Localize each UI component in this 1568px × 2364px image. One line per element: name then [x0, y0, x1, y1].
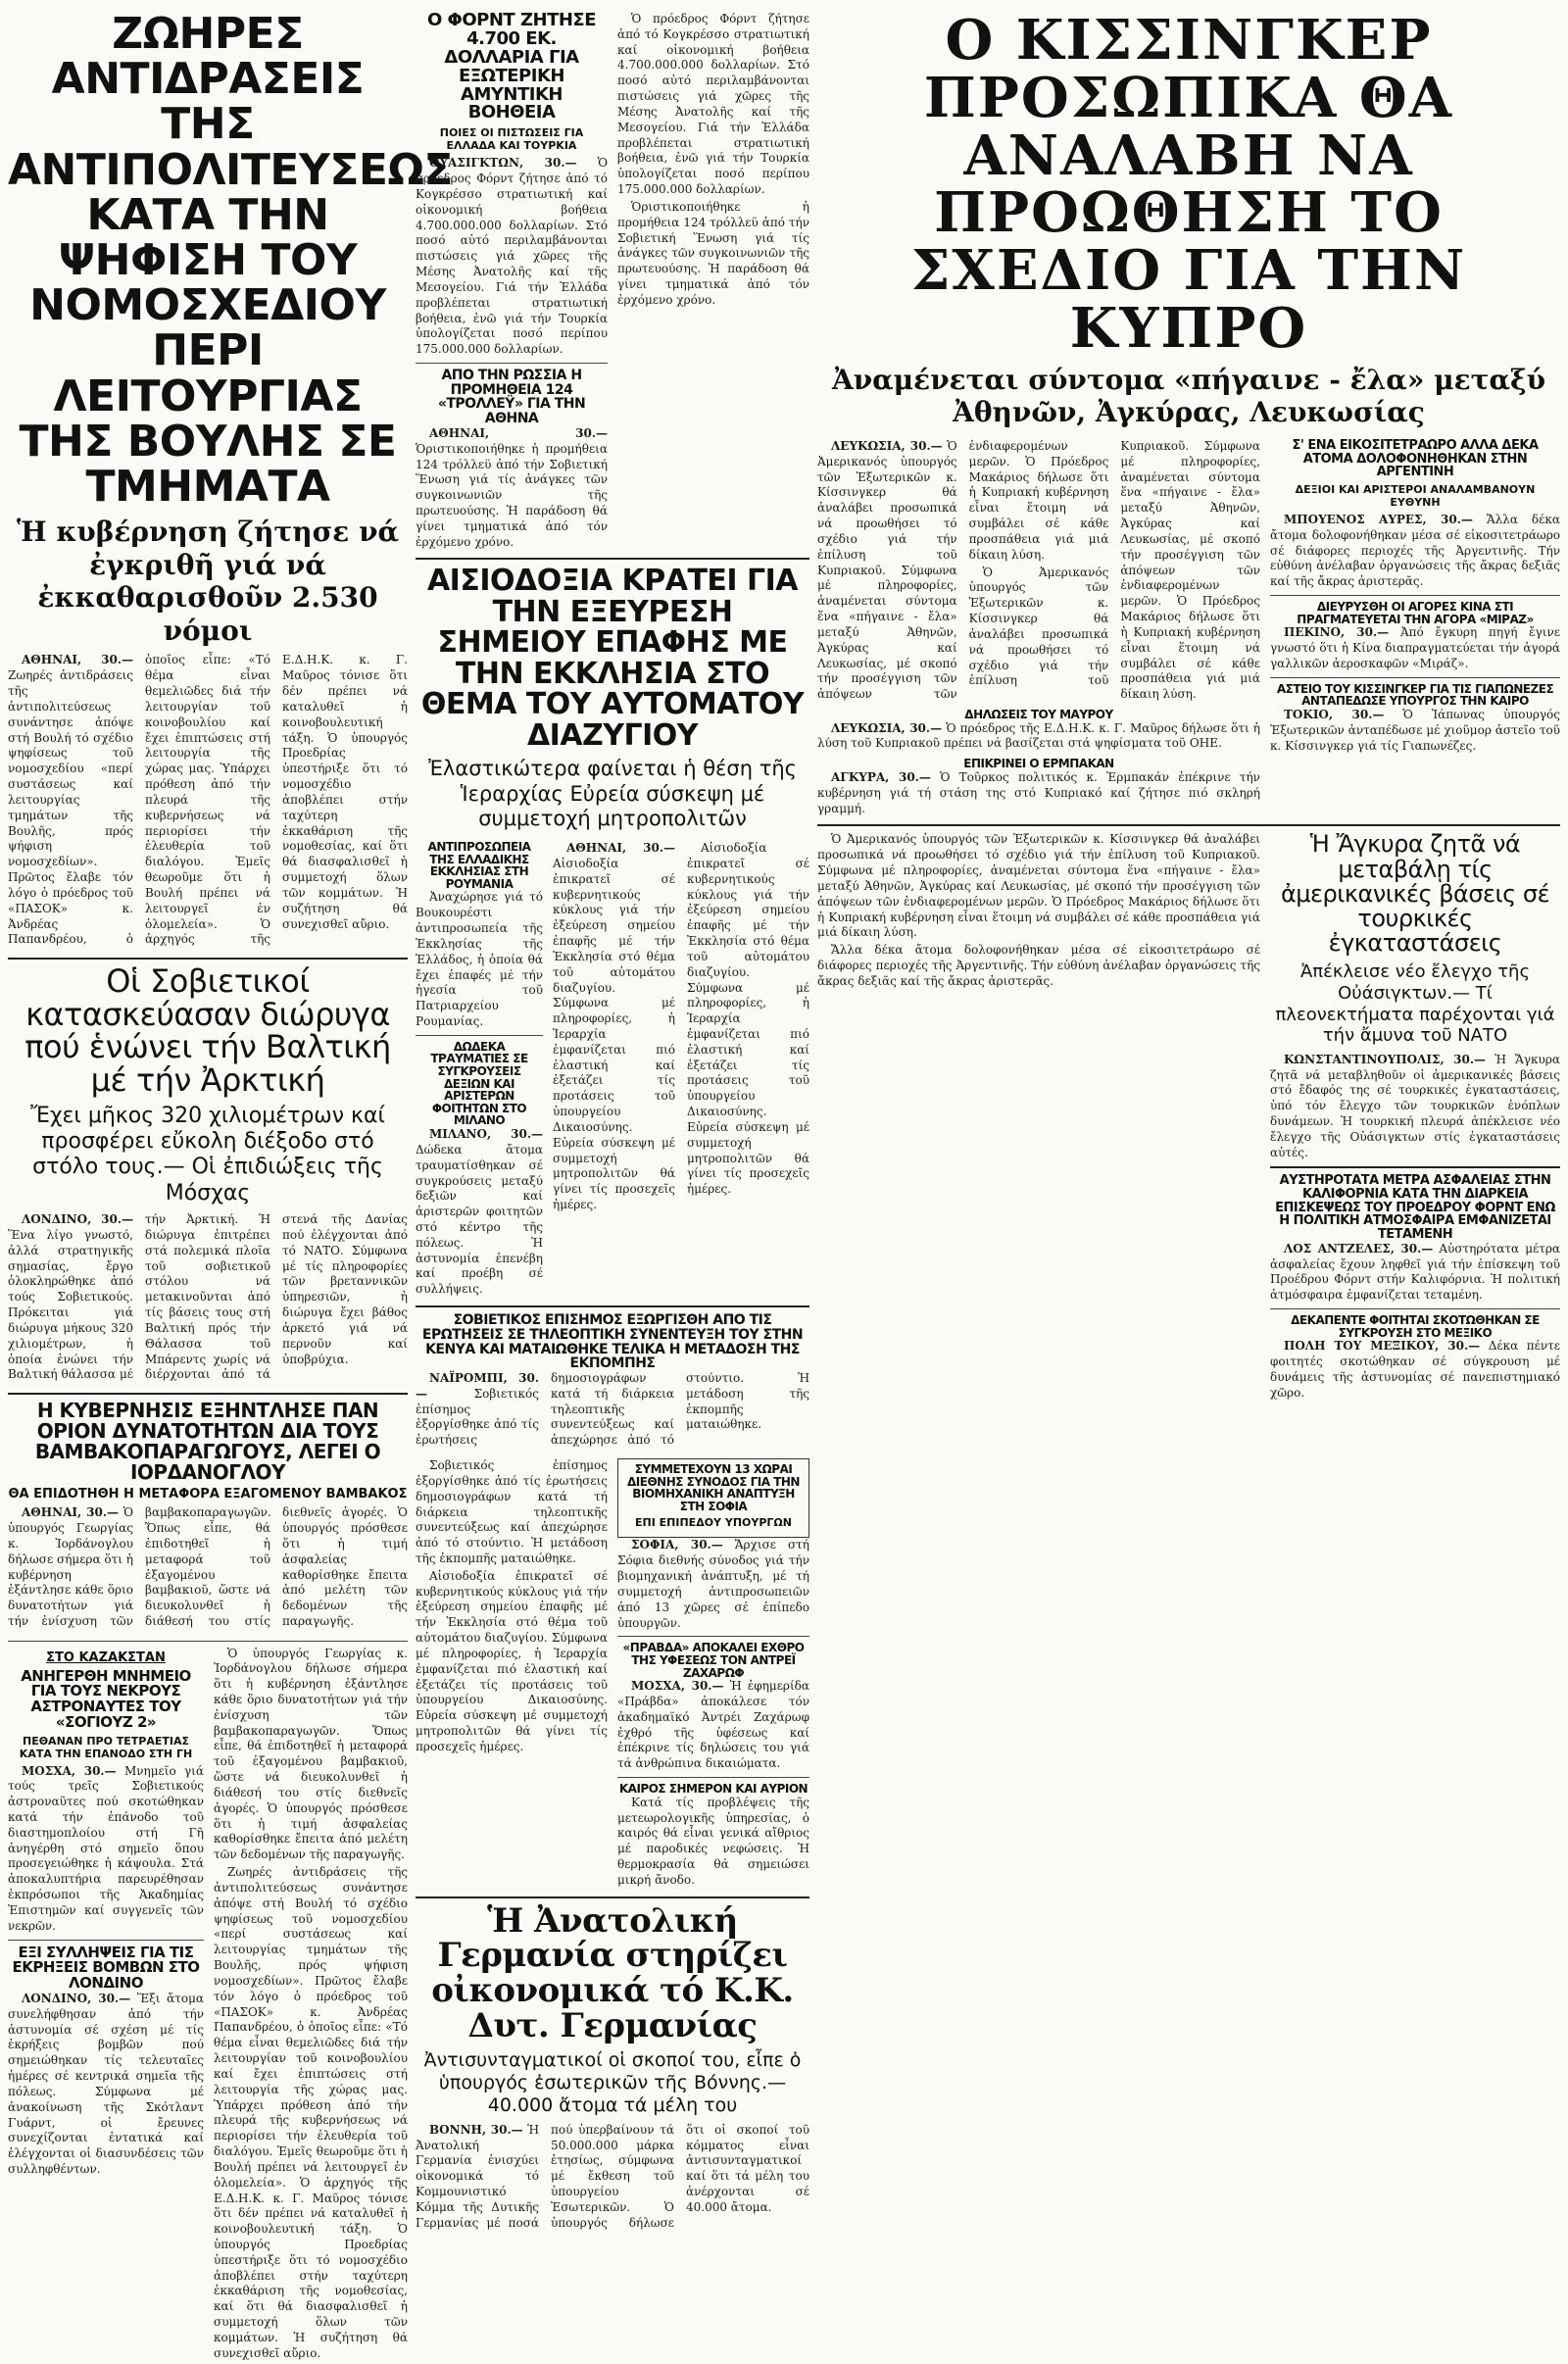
church-deck: Ἐλαστικώτερα φαίνεται ἡ θέση τῆς Ἱεραρχίας Εὐρεία σύσκεψη μέ συμμετοχή μητροπολιτῶν: [428, 757, 797, 830]
left-column: [8, 9, 453, 2360]
gdr-headline: Ἡ Ἀνατολική Γερμανία στηρίζει οἰκονομικά τό Κ.Κ. Δυτ. Γερμανίας: [431, 1900, 794, 2045]
lead-dateline: ΑΘΗΝΑΙ, 30.—: [22, 653, 133, 667]
kenya-text-continued: Σοβιετικός ἐπίσημος ἐξοργίσθηκε ἀπό τίς ἐρωτήσεις δημοσιογράφων κατά τή διάρκεια τηλεοπτικῆς συνεντεύξεως καί ἀπεχώρησε ἀπό τό στούντιο. Ἡ μετάδοση τῆς ἐκπομπῆς ματαιώθηκε.: [416, 1458, 608, 1565]
center-mid-row: [416, 841, 809, 1300]
divider: [817, 824, 1560, 826]
sofia-headline: ΣΥΜΜΕΤΕΧΟΥΝ 13 ΧΩΡΑΙ ΔΙΕΘΝΗΣ ΣΥΝΟΔΟΣ ΓΙΑ ΤΗΝ ΒΙΟΜΗΧΑΝΙΚΗ ΑΝΑΠΤΥΞΗ ΣΤΗ ΣΟΦΙΑ: [627, 1462, 800, 1513]
divider: [416, 363, 608, 364]
sofia-text: Ἄρχισε στή Σόφια διεθνής σύνοδος γιά τήν βιομηχανική ἀνάπτυξη, μέ τή συμμετοχή ἀντιπροσωπειῶν ἀπό 13 χῶρες σέ ἐπίπεδο ὑπουργῶν.: [617, 1538, 809, 1630]
cotton-continued: [214, 1647, 408, 2364]
center-lower-left: [416, 1458, 608, 1891]
china-body: [1270, 625, 1560, 671]
bombs-headline: ΕΞΙ ΣΥΛΛΗΨΕΙΣ ΓΙΑ ΤΙΣ ΕΚΡΗΞΕΙΣ ΒΟΜΒΩΝ ΣΤΟ ΛΟΝΔΙΝΟ: [12, 1943, 200, 1993]
kissinger-columns: [817, 439, 1260, 818]
soviet-dateline: ΛΟΝΔΙΝΟ, 30.—: [22, 1212, 133, 1227]
aid-text: Ὁ πρόεδρος Φόρντ ζήτησε ἀπό τό Κογκρέσσο στρατιωτική καί οἰκονομική βοήθεια 4.700.000.000 δολλαρίων. Στό ποσό αὐτό περιλαμβάνονται πιστώσεις γιά χῶρες τῆς Μέσης Ἀνατολῆς καί τῆς Μεσογείου. Γιά τήν Ἑλλάδα προβλέπεται στρατιωτική βοήθεια, ἐνῶ γιά τήν Τουρκία ὑπολογίζεται ποσό περίπου 175.000.000 δολλαρίων.: [416, 156, 608, 357]
argentina-subhead: ΔΕΞΙΟΙ ΚΑΙ ΑΡΙΣΤΕΡΟΙ ΑΝΑΛΑΜΒΑΝΟΥΝ ΕΥΘΥΝΗ: [1295, 482, 1536, 509]
right-top-row: [817, 439, 1560, 818]
left-bottom-row: [8, 1647, 408, 2364]
divider: [617, 1636, 809, 1637]
soviet-headline: Οἱ Σοβιετικοί κατασκεύασαν διώρυγα πού ἑνώνει τήν Βαλτική μέ τήν Ἀρκτική: [24, 962, 391, 1099]
milan-text: Δώδεκα ἄτομα τραυματίσθηκαν σέ συγκρούσεις μεταξύ δεξιῶν καί ἀριστερῶν φοιτητῶν στό κέντρο τῆς πόλεως. Ἡ ἀστυνομία ἐπενέβη καί προέβη σέ συλλήψεις.: [416, 1142, 543, 1297]
sofia-box: [617, 1458, 809, 1538]
soviet-story: [8, 962, 408, 1383]
bombs-body: [8, 1992, 204, 2178]
argentina-text-continued: Ἄλλα δέκα ἄτομα δολοφονήθηκαν μέσα σέ εἰκοσιτετράωρο σέ διάφορες περιοχές τῆς Ἀργεντινῆς. Τήν εὐθύνη ἀνέλαβαν ὀργανώσεις τῆς ἄκρας δεξιᾶς καί τῆς ἄκρας ἀριστερᾶς.: [817, 943, 1260, 988]
soviet-deck: Ἔχει μῆκος 320 χιλιομέτρων καί προσφέρει εὔκολη διέξοδο στό στόλο τους.— Οἱ ἐπιδιώξεις τῆς Μόσχας: [30, 1103, 385, 1206]
ankara-dateline: ΚΩΝΣΤΑΝΤΙΝΟΥΠΟΛΙΣ, 30.—: [1284, 1052, 1486, 1066]
pravda-dateline: ΜΟΣΧΑ, 30.—: [631, 1679, 724, 1694]
gdr-text: Ἡ Ἀνατολική Γερμανία ἐνισχύει οἰκονομικά τό Κομμουνιστικό Κόμμα τῆς Δυτικῆς Γερμανίας μέ ποσά πού ὑπερβαίνουν τά 50.000.000 μάρκα ἐτησίως, σύμφωνα μέ ἔκθεση τοῦ ὑπουργείου Ἐσωτερικῶν. Ὁ ὑπουργός δήλωσε ὅτι οἱ σκοποί τοῦ κόμματος εἶναι ἀντισυνταγματικοί καί ὅτι τά μέλη του ἀνέρχονται σέ 40.000 ἄτομα.: [416, 2122, 809, 2230]
argentina-dateline: ΜΠΟΥΕΝΟΣ ΑΥΡΕΣ, 30.—: [1284, 512, 1473, 526]
mexico-dateline: ΠΟΛΗ ΤΟΥ ΜΕΞΙΚΟΥ, 30.—: [1284, 1339, 1481, 1354]
divider: [8, 1641, 408, 1642]
california-body: [1270, 1242, 1560, 1304]
ankara-text: Ἡ Ἄγκυρα ζητᾶ νά μεταβληθοῦν οἱ ἀμερικανικές βάσεις στό ἔδαφός της σέ τουρκικές ἐγκαταστάσεις, ὑπό τόν ἔλεγχο τῶν τουρκικῶν ἐνόπλων δυνάμεων. Ἡ τουρκική πλευρά ἀπέκλεισε νέο ἔλεγχο τῆς Οὐάσιγκτων στίς ἐγκαταστάσεις αὐτές.: [1270, 1052, 1560, 1159]
divider: [1270, 1308, 1560, 1309]
mexico-text: Δέκα πέντε φοιτητές σκοτώθηκαν σέ σύγκρουση μέ δυνάμεις τῆς ἀστυνομίας σέ πανεπιστημιακό χῶρο.: [1270, 1339, 1560, 1400]
divider: [8, 1393, 408, 1395]
church-text: Αἰσιοδοξία ἐπικρατεῖ σέ κυβερνητικούς κύκλους γιά τήν ἐξεύρεση σημείου ἐπαφῆς μέ τήν Ἐκκλησία στό θέμα τοῦ αὐτομάτου διαζυγίου. Σύμφωνα μέ πληροφορίες, ἡ Ἱεραρχία ἐμφανίζεται πιό ἐλαστική καί ἐξετάζει τίς προτάσεις τοῦ ὑπουργείου Δικαιοσύνης. Εὐρεία σύσκεψη μέ συμμετοχή μητροπολιτῶν θά γίνει τίς προσεχεῖς ἡμέρες.: [553, 856, 675, 1212]
divider: [8, 1940, 204, 1941]
milan-body: [416, 1127, 543, 1298]
russia-text-continued: Ὁριστικοποιήθηκε ἡ προμήθεια 124 τρόλλεϋ ἀπό τήν Σοβιετική Ἕνωση γιά τίς ἀνάγκες τῶν συγκοινωνιῶν τῆς πρωτευούσης. Ἡ παράδοση θά γίνει τμηματικά ἀπό τόν ἐρχόμενο χρόνο.: [617, 199, 809, 307]
weather-body: [617, 1796, 809, 1889]
aid-body: [416, 156, 608, 358]
divider: [1270, 1166, 1560, 1168]
ermakan-headline: ΕΠΙΚΡΙΝΕΙ Ο ΕΡΜΠΑΚΑΝ: [963, 757, 1114, 771]
china-headline: ΔΙΕΥΡΥΣΘΗ ΟΙ ΑΓΟΡΕΣ ΚΙΝΑ ΣΤΙ ΠΡΑΓΜΑΤΕΥΕΤΑΙ ΤΗΝ ΑΓΟΡΑ «ΜΙΡΑΖ»: [1297, 600, 1534, 626]
ankara-story: [1270, 832, 1560, 1403]
kazakh-subhead: ΠΕΘΑΝΑΝ ΠΡΟ ΤΕΤΡΑΕΤΙΑΣ ΚΑΤΑ ΤΗΝ ΕΠΑΝΟΔΟ ΣΤΗ ΓΗ: [19, 1734, 193, 1760]
ankara-body: [1270, 1053, 1560, 1161]
russia-headline: ΑΠΟ ΤΗΝ ΡΩΣΣΙΑ Η ΠΡΟΜΗΘΕΙΑ 124 «ΤΡΟΛΛΕΫ» ΓΙΑ ΤΗΝ ΑΘΗΝΑ: [437, 368, 586, 427]
aid-text-continued: Ὁ πρόεδρος Φόρντ ζήτησε ἀπό τό Κογκρέσσο στρατιωτική καί οἰκονομική βοήθεια 4.700.000.000 δολλαρίων. Στό ποσό αὐτό περιλαμβάνονται πιστώσεις γιά χῶρες τῆς Μέσης Ἀνατολῆς καί τῆς Μεσογείου. Γιά τήν Ἑλλάδα προβλέπεται στρατιωτική βοήθεια, ἐνῶ γιά τήν Τουρκία ὑπολογίζεται ποσό περίπου 175.000.000 δολλαρίων.: [617, 12, 809, 197]
divider: [416, 1896, 809, 1898]
mavros-text: Ὁ πρόεδρος τῆς Ε.Δ.Η.Κ. κ. Γ. Μαῦρος δήλωσε ὅτι ἡ λύση τοῦ Κυπριακοῦ πρέπει νά βασίζεται στά ψηφίσματα τοῦ ΟΗΕ.: [817, 720, 1260, 751]
cotton-text: Ὁ ὑπουργός Γεωργίας κ. Ἰορδάνογλου δήλωσε σήμερα ὅτι ἡ κυβέρνηση ἐξάντλησε κάθε ὅριο δυνατοτήτων γιά τήν ἐνίσχυση τῶν βαμβακοπαραγωγῶν. Ὅπως εἶπε, θά ἐπιδοτηθεῖ ἡ μεταφορά τοῦ ἐξαγομένου βαμβακιοῦ, ὥστε νά διευκολυνθεῖ ἡ διάθεσή του στίς διεθνεῖς ἀγορές. Ὁ ὑπουργός πρόσθεσε ὅτι ἡ τιμή ἀσφαλείας καθορίσθηκε ἔπειτα ἀπό μελέτη τῶν δεδομένων τῆς παραγωγῆς.: [8, 1505, 408, 1629]
kissinger-headline: Ο ΚΙΣΣΙΝΓΚΕΡ ΠΡΟΣΩΠΙΚΑ ΘΑ ΑΝΑΛΑΒΗ ΝΑ ΠΡΟΩΘΗΣΗ ΤΟ ΣΧΕΔΙΟ ΓΙΑ ΤΗΝ ΚΥΠΡΟ: [910, 8, 1467, 361]
romania-headline: ΑΝΤΙΠΡΟΣΩΠΕΙΑ ΤΗΣ ΕΛΛΑΔΙΚΗΣ ΕΚΚΛΗΣΙΑΣ ΣΤΗ ΡΟΥΜΑΝΙΑ: [427, 840, 531, 891]
cotton-text-continued: Ὁ ὑπουργός Γεωργίας κ. Ἰορδάνογλου δήλωσε σήμερα ὅτι ἡ κυβέρνηση ἐξάντλησε κάθε ὅριο δυνατοτήτων γιά τήν ἐνίσχυση τῶν βαμβακοπαραγωγῶν. Ὅπως εἶπε, θά ἐπιδοτηθεῖ ἡ μεταφορά τοῦ ἐξαγομένου βαμβακιοῦ, ὥστε νά διευκολυνθεῖ ἡ διάθεσή του στίς διεθνεῖς ἀγορές. Ὁ ὑπουργός πρόσθεσε ὅτι ἡ τιμή ἀσφαλείας καθορίσθηκε ἔπειτα ἀπό μελέτη τῶν δεδομένων τῆς παραγωγῆς.: [214, 1646, 408, 1862]
bombs-text: Ἕξι ἄτομα συνελήφθησαν ἀπό τήν ἀστυνομία σέ σχέση μέ τίς ἐκρήξεις βομβῶν πού σημειώθηκαν τίς τελευταῖες ἡμέρες σέ κεντρικά σημεῖα τῆς πόλεως. Σύμφωνα μέ ἀνακοίνωση τῆς Σκότλαντ Γυάρντ, οἱ ἔρευνες συνεχίζονται ἐντατικά καί ἐλέγχονται οἱ διασυνδέσεις τῶν συλληφθέντων.: [8, 1991, 204, 2176]
kazakh-dateline: ΜΟΣΧΑ, 30.—: [22, 1763, 117, 1778]
aid-headline: Ο ΦΟΡΝΤ ΖΗΤΗΣΕ 4.700 ΕΚ. ΔΟΛΛΑΡΙΑ ΓΙΑ ΕΞΩΤΕΡΙΚΗ ΑΜΥΝΤΙΚΗ ΒΟΗΘΕΙΑ: [426, 10, 597, 123]
china-text: Ἀπό ἔγκυρη πηγή ἔγινε γνωστό ὅτι ἡ Κίνα διαπραγματεύεται τήν ἀγορά γαλλικῶν ἀεροσκαφῶν «Μιράζ».: [1270, 625, 1560, 670]
mavros-body: [817, 721, 1260, 753]
kenya-headline: ΣΟΒΙΕΤΙΚΟΣ ΕΠΙΣΗΜΟΣ ΕΞΩΡΓΙΣΘΗ ΑΠΟ ΤΙΣ ΕΡΩΤΗΣΕΙΣ ΣΕ ΤΗΛΕΟΠΤΙΚΗ ΣΥΝΕΝΤΕΥΞΗ ΤΟΥ ΣΤΗΝ ΚΕΝΥΑ ΚΑΙ ΜΑΤΑΙΩΘΗΚΕ ΤΕΛΙΚΑ Η ΜΕΤΑΔΟΣΗ ΤΗΣ ΕΚΠΟΜΠΗΣ: [421, 1312, 804, 1372]
right-column: [817, 8, 1560, 2276]
ankara-headline: Ἡ Ἄγκυρα ζητᾶ νά μεταβάλῃ τίς ἀμερικανικές βάσεις σέ τουρκικές ἐγκαταστάσεις: [1280, 830, 1550, 958]
center-briefs: [416, 841, 543, 1300]
kenya-continued: [416, 1458, 608, 1567]
church-text-continued-2: Αἰσιοδοξία ἐπικρατεῖ σέ κυβερνητικούς κύκλους γιά τήν ἐξεύρεση σημείου ἐπαφῆς μέ τήν Ἐκκλησία στό θέμα τοῦ αὐτομάτου διαζυγίου. Σύμφωνα μέ πληροφορίες, ἡ Ἱεραρχία ἐμφανίζεται πιό ἐλαστική καί ἐξετάζει τίς προτάσεις τοῦ ὑπουργείου Δικαιοσύνης. Εὐρεία σύσκεψη μέ συμμετοχή μητροπολιτῶν θά γίνει τίς προσεχεῖς ἡμέρες.: [416, 1568, 608, 1753]
right-briefs: [1270, 439, 1560, 818]
divider: [416, 1305, 809, 1307]
sofia-subhead: ΕΠΙ ΕΠΙΠΕΔΟΥ ΥΠΟΥΡΓΩΝ: [635, 1516, 792, 1530]
divider: [1270, 595, 1560, 596]
kissinger-text-continued: Ὁ Ἀμερικανός ὑπουργός τῶν Ἐξωτερικῶν κ. Κίσσινγκερ θά ἀναλάβει προσωπικά νά προωθήσει τό σχέδιο γιά τήν ἐπίλυση τοῦ Κυπριακοῦ. Σύμφωνα μέ πληροφορίες, ἀναμένεται σύντομα ἕνα «πήγαινε - ἔλα» μεταξύ Ἀθηνῶν, Ἀγκύρας καί Λευκωσίας, μέ σκοπό τήν προσέγγιση τῶν ἀπόψεων τῶν ἐνδιαφερομένων μερῶν. Ὁ Πρόεδρος Μακάριος δήλωσε ὅτι ἡ Κυπριακή κυβέρνηση εἶναι ἕτοιμη νά συμβάλει σέ κάθε προσπάθεια γιά μιά δίκαιη λύση.: [968, 438, 1260, 702]
russia-dateline: ΑΘΗΝΑΙ, 30.—: [429, 425, 608, 440]
romania-text: Ἀναχώρησε γιά τό Βουκουρέστι ἀντιπροσωπεία τῆς Ἐκκλησίας τῆς Ἑλλάδος, ἡ ὁποία θά ἔχει ἐπαφές μέ τήν ἡγεσία τοῦ Πατριαρχείου Ρουμανίας.: [416, 890, 543, 1029]
right-lower-row: [817, 832, 1560, 1403]
china-dateline: ΠΕΚΙΝΟ, 30.—: [1284, 625, 1390, 640]
kissinger-deck: Ἀναμένεται σύντομα «πήγαινε - ἔλα» μεταξύ Ἀθηνῶν, Ἀγκύρας, Λευκωσίας: [831, 363, 1545, 429]
kazakh-story: [8, 1647, 204, 2364]
pravda-headline: «ΠΡΑΒΔΑ» ΑΠΟΚΑΛΕΙ ΕΧΘΡΟ ΤΗΣ ΥΦΕΣΕΩΣ ΤΟΝ ΑΝΤΡΕΪ ΖΑΧΑΡΩΦ: [622, 1641, 805, 1680]
church-headline: ΑΙΣΙΟΔΟΞΙΑ ΚΡΑΤΕΙ ΓΙΑ ΤΗΝ ΕΞΕΥΡΕΣΗ ΣΗΜΕΙΟΥ ΕΠΑΦΗΣ ΜΕ ΤΗΝ ΕΚΚΛΗΣΙΑ ΣΤΟ ΘΕΜΑ ΤΟΥ ΑΥΤΟΜΑΤΟΥ ΔΙΑΖΥΓΙΟΥ: [420, 564, 805, 753]
kissinger-story: [817, 8, 1560, 429]
center-column: [416, 12, 809, 2276]
divider: [1270, 677, 1560, 678]
soviet-body: [8, 1212, 408, 1383]
church-continued: [416, 1569, 608, 1755]
weather-headline: ΚΑΙΡΟΣ ΣΗΜΕΡΟΝ ΚΑΙ ΑΥΡΙΟΝ: [618, 1782, 808, 1797]
california-headline: ΑΥΣΤΗΡΟΤΑΤΑ ΜΕΤΡΑ ΑΣΦΑΛΕΙΑΣ ΣΤΗΝ ΚΑΛΙΦΟΡΝΙΑ ΚΑΤΑ ΤΗΝ ΔΙΑΡΚΕΙΑ ΕΠΙΣΚΕΨΕΩΣ ΤΟΥ ΠΡΟΕΔΡΟΥ ΦΟΡΝΤ ΕΝΩ Η ΠΟΛΙΤΙΚΗ ΑΤΜΟΣΦΑΙΡΑ ΕΜΦΑΝΙΖΕΤΑΙ ΤΕΤΑΜΕΝΗ: [1275, 1173, 1555, 1243]
kenya-body: [416, 1371, 809, 1449]
gdr-body: [416, 2123, 809, 2232]
church-dateline: ΑΘΗΝΑΙ, 30.—: [566, 841, 675, 856]
romania-body: [416, 890, 543, 1029]
gdr-story: [416, 1900, 809, 2232]
gdr-deck: Ἀντισυνταγματικοί οἱ σκοποί του, εἶπε ὁ ὑπουργός ἐσωτερικῶν τῆς Βόννης.— 40.000 ἄτομα τά μέλη του: [423, 2049, 802, 2117]
ermakan-body: [817, 770, 1260, 816]
center-lower-right: [617, 1458, 809, 1891]
divider: [416, 558, 809, 560]
russia-body: [416, 426, 608, 551]
sofia-body: [617, 1538, 809, 1631]
kenya-story: [416, 1313, 809, 1449]
sofia-dateline: ΣΟΦΙΑ, 30.—: [631, 1538, 723, 1552]
kenya-dateline: ΝΑΪΡΟΜΠΙ, 30.—: [416, 1370, 539, 1401]
aid-subhead: ΠΟΙΕΣ ΟΙ ΠΙΣΤΩΣΕΙΣ ΓΙΑ ΕΛΛΑΔΑ ΚΑΙ ΤΟΥΡΚΙΑ: [439, 126, 584, 153]
cotton-subhead: ΘΑ ΕΠΙΔΟΤΗΘΗ Η ΜΕΤΑΦΟΡΑ ΕΞΑΓΟΜΕΝΟΥ ΒΑΜΒΑΚΟΣ: [8, 1487, 408, 1502]
divider: [8, 958, 408, 960]
cotton-dateline: ΑΘΗΝΑΙ, 30.—: [22, 1505, 120, 1520]
divider: [416, 1035, 543, 1036]
center-lower-row: [416, 1458, 809, 1891]
lead-deck: Ἡ κυβέρνηση ζήτησε νά ἐγκριθῆ γιά νά ἐκκαθαρισθοῦν 2.530 νόμοι: [16, 516, 400, 647]
lead-headline: ΖΩΗΡΕΣ ΑΝΤΙΔΡΑΣΕΙΣ ΤΗΣ ΑΝΤΙΠΟΛΙΤΕΥΣΕΩΣ ΚΑΤΑ ΤΗΝ ΨΗΦΙΣΗ ΤΟΥ ΝΟΜΟΣΧΕΔΙΟΥ ΠΕΡΙ ΛΕΙΤΟΥΡΓΙΑΣ ΤΗΣ ΒΟΥΛΗΣ ΣΕ ΤΜΗΜΑΤΑ: [8, 9, 453, 512]
center-top-row: [416, 12, 809, 552]
ermakan-dateline: ΑΓΚΥΡΑ, 30.—: [831, 769, 931, 784]
california-dateline: ΛΟΣ ΑΝΤΖΕΛΕΣ, 30.—: [1284, 1241, 1434, 1256]
pravda-text: Ἡ ἐφημερίδα «Πράβδα» ἀποκάλεσε τόν ἀκαδημαϊκό Ἀντρέι Ζαχάρωφ ἐχθρό τῆς ὑφέσεως καί ἐπέκρινε τίς δηλώσεις του γιά τά ἀνθρώπινα δικαιώματα.: [617, 1679, 810, 1771]
japan-text: Ὁ Ἰάπωνας ὑπουργός Ἐξωτερικῶν ἀνταπέδωσε μέ χιοῦμορ ἀστεῖο τοῦ κ. Κίσσινγκερ γιά τίς Γιαπωνέζες.: [1270, 707, 1560, 753]
cotton-story: [8, 1401, 408, 1630]
mexico-headline: ΔΕΚΑΠΕΝΤΕ ΦΟΙΤΗΤΑΙ ΣΚΟΤΩΘΗΚΑΝ ΣΕ ΣΥΓΚΡΟΥΣΗ ΣΤΟ ΜΕΞΙΚΟ: [1291, 1313, 1540, 1340]
california-text: Αὐστηρότατα μέτρα ἀσφαλείας ἔχουν ληφθεῖ γιά τήν ἐπίσκεψη τοῦ Προέδρου Φόρντ στήν Καλιφόρνια. Ἡ πολιτική ἀτμόσφαιρα ἐμφανίζεται τεταμένη.: [1270, 1241, 1560, 1303]
kazakh-headline: ΑΝΗΓΕΡΘΗ ΜΝΗΜΕΙΟ ΓΙΑ ΤΟΥΣ ΝΕΚΡΟΥΣ ΑΣΤΡΟΝΑΥΤΕΣ ΤΟΥ «ΣΟΓΙΟΥΖ 2»: [21, 1666, 191, 1731]
japan-headline: ΑΣΤΕΙΟ ΤΟΥ ΚΙΣΣΙΝΓΚΕΡ ΓΙΑ ΤΙΣ ΓΙΑΠΩΝΕΖΕΣ ΑΝΤΑΠΕΔΩΣΕ ΥΠΟΥΡΓΟΣ ΤΗΝ ΚΑΙΡΟ: [1276, 681, 1554, 709]
kissinger-body: [817, 439, 1260, 703]
argentina-body: [1270, 513, 1560, 590]
lead-text-continued: Ζωηρές ἀντιδράσεις τῆς ἀντιπολιτεύσεως συνάντησε ἀπόψε στή Βουλή τό σχέδιο ψηφίσεως τοῦ νομοσχεδίου «περί συστάσεως καί λειτουργίας τμημάτων τῆς Βουλῆς, πρός ψήφιση νομοσχεδίων». Πρῶτος ἔλαβε τόν λόγο ὁ πρόεδρος τοῦ «ΠΑΣΟΚ» κ. Ἀνδρέας Παπανδρέου, ὁ ὁποῖος εἶπε: «Τό θέμα εἶναι θεμελιῶδες διά τήν λειτουργίαν τοῦ κοινοβουλίου καί ἔχει ἐπιπτώσεις στή λειτουργία τῆς χώρας μας. Ὑπάρχει πρόθεση ἀπό τήν πλευρά τῆς κυβερνήσεως νά περιορίσει τήν ἐλευθερία τοῦ διαλόγου. Ἐμεῖς θεωροῦμε ὅτι ἡ Βουλή πρέπει νά λειτουργεῖ ἐν ὁλομελεία». Ὁ ἀρχηγός τῆς Ε.Δ.Η.Κ. κ. Γ. Μαῦρος τόνισε ὅτι δέν πρέπει νά καταλυθεῖ ἡ κοινοβουλευτική τάξη. Ὁ ὑπουργός Προεδρίας ὑπεστήριξε ὅτι τό νομοσχέδιο ἀποβλέπει στήν ταχύτερη ἐκκαθάριση τῆς νομοθεσίας, καί ὅτι θά διασφαλισθεῖ ἡ συμμετοχή ὅλων τῶν κομμάτων. Ἡ συζήτηση θά συνεχισθεῖ αὔριο.: [214, 1865, 408, 2360]
cotton-headline: Η ΚΥΒΕΡΝΗΣΙΣ ΕΞΗΝΤΛΗΣΕ ΠΑΝ ΟΡΙΟΝ ΔΥΝΑΤΟΤΗΤΩΝ ΔΙΑ ΤΟΥΣ ΒΑΜΒΑΚΟΠΑΡΑΓΩΓΟΥΣ, ΛΕΓΕΙ Ο ΙΟΡΔΑΝΟΓΛΟΥ: [34, 1399, 381, 1485]
lead-body: [8, 653, 408, 948]
cotton-body: [8, 1505, 408, 1630]
church-story: [416, 566, 809, 831]
lead-text: Ζωηρές ἀντιδράσεις τῆς ἀντιπολιτεύσεως συνάντησε ἀπόψε στή Βουλή τό σχέδιο ψηφίσεως τοῦ νομοσχεδίου «περί συστάσεως καί λειτουργίας τμημάτων τῆς Βουλῆς, πρός ψήφιση νομοσχεδίων». Πρῶτος ἔλαβε τόν λόγο ὁ πρόεδρος τοῦ «ΠΑΣΟΚ» κ. Ἀνδρέας Παπανδρέου, ὁ ὁποῖος εἶπε: «Τό θέμα εἶναι θεμελιῶδες διά τήν λειτουργίαν τοῦ κοινοβουλίου καί ἔχει ἐπιπτώσεις στή λειτουργία τῆς χώρας μας. Ὑπάρχει πρόθεση ἀπό τήν πλευρά τῆς κυβερνήσεως νά περιορίσει τήν ἐλευθερία τοῦ διαλόγου. Ἐμεῖς θεωροῦμε ὅτι ἡ Βουλή πρέπει νά λειτουργεῖ ἐν ὁλομελεία». Ὁ ἀρχηγός τῆς Ε.Δ.Η.Κ. κ. Γ. Μαῦρος τόνισε ὅτι δέν πρέπει νά καταλυθεῖ ἡ κοινοβουλευτική τάξη. Ὁ ὑπουργός Προεδρίας ὑπεστήριξε ὅτι τό νομοσχέδιο ἀποβλέπει στήν ταχύτερη ἐκκαθάριση τῆς νομοθεσίας, καί ὅτι θά διασφαλισθεῖ ἡ συμμετοχή ὅλων τῶν κομμάτων. Ἡ συζήτηση θά συνεχισθεῖ αὔριο.: [8, 653, 408, 947]
weather-text: Κατά τίς προβλέψεις τῆς μετεωρολογικῆς ὑπηρεσίας, ὁ καιρός θά εἶναι γενικά αἴθριος μέ παροδικές νεφώσεις. Ἡ θερμοκρασία θά σημειώσει μικρή ἄνοδο.: [617, 1795, 809, 1887]
kissinger-text-continued-2: Ὁ Ἀμερικανός ὑπουργός τῶν Ἐξωτερικῶν κ. Κίσσινγκερ θά ἀναλάβει προσωπικά νά προωθήσει τό σχέδιο γιά τήν ἐπίλυση τοῦ Κυπριακοῦ. Σύμφωνα μέ πληροφορίες, ἀναμένεται σύντομα ἕνα «πήγαινε - ἔλα» μεταξύ Ἀθηνῶν, Ἀγκύρας καί Λευκωσίας, μέ σκοπό τήν προσέγγιση τῶν ἀπόψεων τῶν ἐνδιαφερομένων μερῶν. Ὁ Πρόεδρος Μακάριος δήλωσε ὅτι ἡ Κυπριακή κυβέρνηση εἶναι ἕτοιμη νά συμβάλει σέ κάθε προσπάθεια γιά μιά δίκαιη λύση.: [817, 832, 1260, 940]
mavros-headline: ΔΗΛΩΣΕΙΣ ΤΟΥ ΜΑΥΡΟΥ: [964, 708, 1113, 722]
milan-headline: ΔΩΔΕΚΑ ΤΡΑΥΜΑΤΙΕΣ ΣΕ ΣΥΓΚΡΟΥΣΕΙΣ ΔΕΞΙΩΝ ΚΑΙ ΑΡΙΣΤΕΡΩΝ ΦΟΙΤΗΤΩΝ ΣΤΟ ΜΙΛΑΝΟ: [430, 1039, 528, 1128]
pravda-body: [617, 1679, 809, 1772]
lead-story: [8, 9, 453, 948]
kenya-text: Σοβιετικός ἐπίσημος ἐξοργίσθηκε ἀπό τίς ἐρωτήσεις δημοσιογράφων κατά τή διάρκεια τηλεοπτικῆς συνεντεύξεως καί ἀπεχώρησε ἀπό τό στούντιο. Ἡ μετάδοση τῆς ἐκπομπῆς ματαιώθηκε.: [416, 1370, 809, 1448]
bombs-dateline: ΛΟΝΔΙΝΟ, 30.—: [22, 1991, 131, 2005]
aid-story: [416, 12, 608, 552]
kissinger-dateline: ΛΕΥΚΩΣΙΑ, 30.—: [831, 438, 943, 453]
kazakh-kicker: ΣΤΟ ΚΑΖΑΚΣΤΑΝ: [46, 1650, 166, 1665]
argentina-text: Ἄλλα δέκα ἄτομα δολοφονήθηκαν μέσα σέ εἰκοσιτετράωρο σέ διάφορες περιοχές τῆς Ἀργεντινῆς. Τήν εὐθύνη ἀνέλαβαν ὀργανώσεις τῆς ἄκρας δεξιᾶς καί τῆς ἄκρας ἀριστερᾶς.: [1270, 512, 1560, 589]
right-lower-filler: [817, 832, 1260, 1403]
divider: [617, 1777, 809, 1778]
milan-dateline: ΜΙΛΑΝΟ, 30.—: [429, 1127, 543, 1142]
center-filler: [617, 12, 809, 552]
argentina-headline: Σ' ΕΝΑ ΕΙΚΟΣΙΤΕΤΡΑΩΡΟ ΑΛΛΑ ΔΕΚΑ ΑΤΟΜΑ ΔΟΛΟΦΟΝΗΘΗΚΑΝ ΣΤΗΝ ΑΡΓΕΝΤΙΝΗ: [1292, 437, 1539, 480]
japan-dateline: ΤΟΚΙΟ, 30.—: [1284, 707, 1385, 721]
gdr-dateline: ΒΟΝΝΗ, 30.—: [429, 2122, 523, 2137]
aid-dateline: ΟΥΑΣΙΓΚΤΩΝ, 30.—: [429, 156, 577, 171]
ankara-deck: Ἀπέκλεισε νέο ἔλεγχο τῆς Οὐάσιγκτων.— Τί πλεονεκτήματα παρέχονται γιά τήν ἄμυνα τοῦ ΝΑΤΟ: [1275, 961, 1555, 1047]
kissinger-text: Ὁ Ἀμερικανός ὑπουργός τῶν Ἐξωτερικῶν κ. Κίσσινγκερ θά ἀναλάβει προσωπικά νά προωθήσει τό σχέδιο γιά τήν ἐπίλυση τοῦ Κυπριακοῦ. Σύμφωνα μέ πληροφορίες, ἀναμένεται σύντομα ἕνα «πήγαινε - ἔλα» μεταξύ Ἀθηνῶν, Ἀγκύρας καί Λευκωσίας, μέ σκοπό τήν προσέγγιση τῶν ἀπόψεων τῶν ἐνδιαφερομένων μερῶν. Ὁ Πρόεδρος Μακάριος δήλωσε ὅτι ἡ Κυπριακή κυβέρνηση εἶναι ἕτοιμη νά συμβάλει σέ κάθε προσπάθεια γιά μιά δίκαιη λύση.: [817, 438, 1109, 702]
russia-text: Ὁριστικοποιήθηκε ἡ προμήθεια 124 τρόλλεϋ ἀπό τήν Σοβιετική Ἕνωση γιά τίς ἀνάγκες τῶν συγκοινωνιῶν τῆς πρωτευούσης. Ἡ παράδοση θά γίνει τμηματικά ἀπό τόν ἐρχόμενο χρόνο.: [416, 441, 608, 549]
ermakan-text: Ὁ Τοῦρκος πολιτικός κ. Ἐρμπακάν ἐπέκρινε τήν κυβέρνηση γιά τή στάση της στό Κυπριακό καί ζήτησε πιό σκληρή γραμμή.: [817, 769, 1260, 815]
mavros-dateline: ΛΕΥΚΩΣΙΑ, 30.—: [831, 720, 943, 735]
church-body: [553, 841, 809, 1300]
kazakh-text: Μνημεῖο γιά τούς τρεῖς Σοβιετικούς ἀστροναῦτες πού σκοτώθηκαν κατά τήν ἐπάνοδο τοῦ διαστημοπλοίου στή Γῆ ἀνηγέρθη στό σημεῖο ὅπου προσεγειώθηκε ἡ κάψουλα. Στά ἀποκαλυπτήρια παρευρέθησαν ἐκπρόσωποι τῆς Ἀκαδημίας Ἐπιστημῶν καί συγγενεῖς τῶν νεκρῶν.: [8, 1763, 204, 1933]
japan-body: [1270, 708, 1560, 754]
church-text-continued: Αἰσιοδοξία ἐπικρατεῖ σέ κυβερνητικούς κύκλους γιά τήν ἐξεύρεση σημείου ἐπαφῆς μέ τήν Ἐκκλησία στό θέμα τοῦ αὐτομάτου διαζυγίου. Σύμφωνα μέ πληροφορίες, ἡ Ἱεραρχία ἐμφανίζεται πιό ἐλαστική καί ἐξετάζει τίς προτάσεις τοῦ ὑπουργείου Δικαιοσύνης. Εὐρεία σύσκεψη μέ συμμετοχή μητροπολιτῶν θά γίνει τίς προσεχεῖς ἡμέρες.: [687, 841, 809, 1197]
mexico-body: [1270, 1339, 1560, 1401]
soviet-text: Ἕνα λίγο γνωστό, ἀλλά στρατηγικῆς σημασίας, ἔργο ὁλοκληρώθηκε ἀπό τούς Σοβιετικούς. Πρόκειται γιά διώρυγα μήκους 320 χιλιομέτρων, ἡ ὁποία ἑνώνει τήν Βαλτική θάλασσα μέ τήν Ἀρκτική. Ἡ διώρυγα ἐπιτρέπει στά πολεμικά πλοῖα τοῦ σοβιετικοῦ στόλου νά μετακινοῦνται ἀπό τίς βάσεις τους στή Βαλτική πρός τήν Θάλασσα τοῦ Μπάρεντς χωρίς νά διέρχονται ἀπό τά στενά τῆς Δανίας πού ἐλέγχονται ἀπό τό ΝΑΤΟ. Σύμφωνα μέ τίς πληροφορίες τῶν βρεταννικῶν ὑπηρεσιῶν, ἡ διώρυγα ἔχει βάθος ἀρκετό γιά νά περνοῦν καί ὑποβρύχια.: [8, 1212, 408, 1382]
kazakh-body: [8, 1764, 204, 1935]
